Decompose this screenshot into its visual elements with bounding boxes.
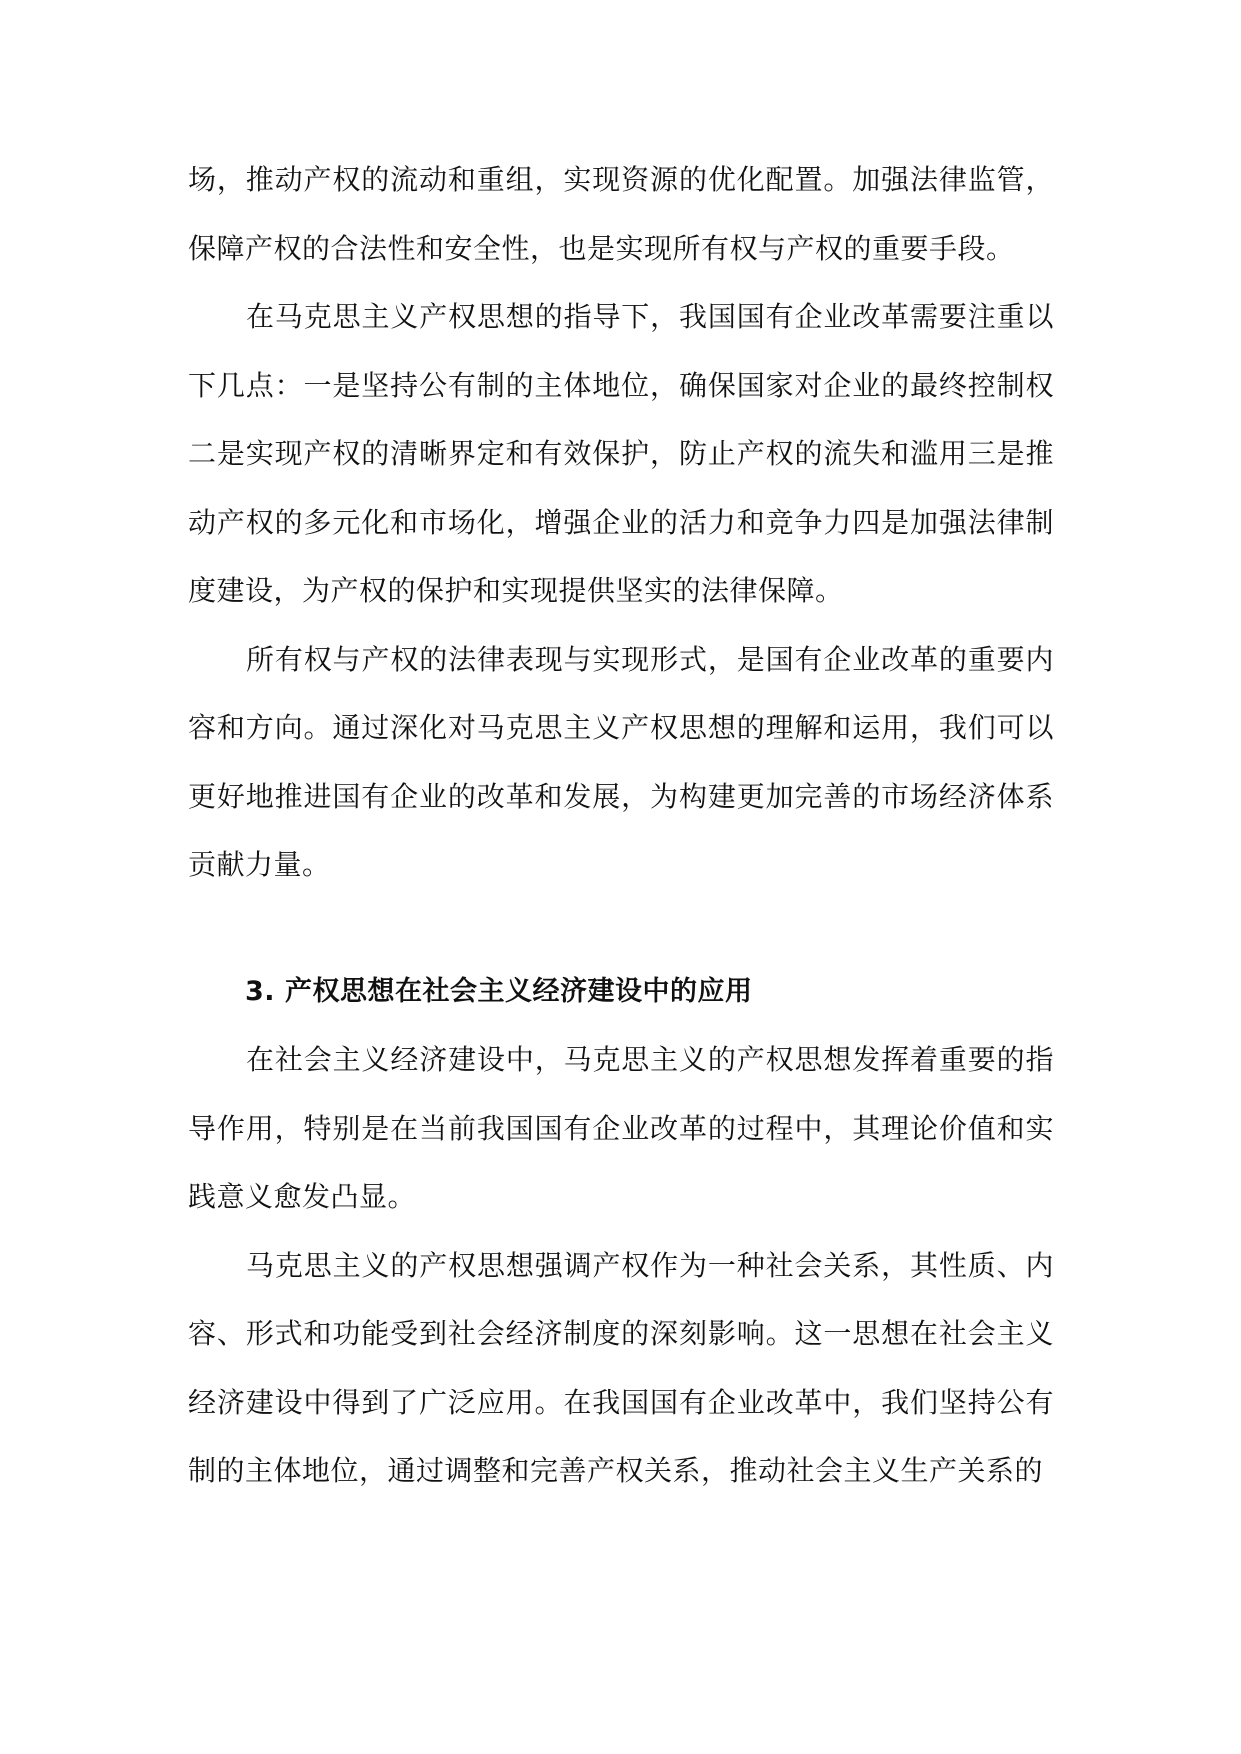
paragraph-legal-forms: 所有权与产权的法律表现与实现形式，是国有企业改革的重要内容和方向。通过深化对马克思主义产权思想的理解和运用，我们可以更好地推进国有企业的改革和发展，为构建更加完善的市场经济体系贡献力量。 bbox=[188, 642, 1054, 881]
paragraph-social-relation: 马克思主义的产权思想强调产权作为一种社会关系，其性质、内容、形式和功能受到社会经济制度的深刻影响。这一思想在社会主义经济建设中得到了广泛应用。在我国国有企业改革中，我们坚持公有制的主体地位，通过调整和完善产权关系，推动社会主义生产关系的 bbox=[188, 1248, 1054, 1487]
paragraph-continued: 场，推动产权的流动和重组，实现资源的优化配置。加强法律监管，保障产权的合法性和安全性，也是实现所有权与产权的重要手段。 bbox=[188, 163, 1054, 265]
paragraph-application: 在社会主义经济建设中，马克思主义的产权思想发挥着重要的指导作用，特别是在当前我国国有企业改革的过程中，其理论价值和实践意义愈发凸显。 bbox=[188, 1043, 1054, 1213]
paragraph-reform-points: 在马克思主义产权思想的指导下，我国国有企业改革需要注重以下几点：一是坚持公有制的主体地位，确保国家对企业的最终控制权二是实现产权的清晰界定和有效保护，防止产权的流失和滥用三是推动产权的多元化和市场化，增强企业的活力和竞争力四是加强法律制度建设，为产权的保护和实现提供坚实的法律保障。 bbox=[188, 300, 1054, 607]
section-heading: 3. 产权思想在社会主义经济建设中的应用 bbox=[245, 975, 753, 1007]
document-body bbox=[188, 146, 1054, 1506]
